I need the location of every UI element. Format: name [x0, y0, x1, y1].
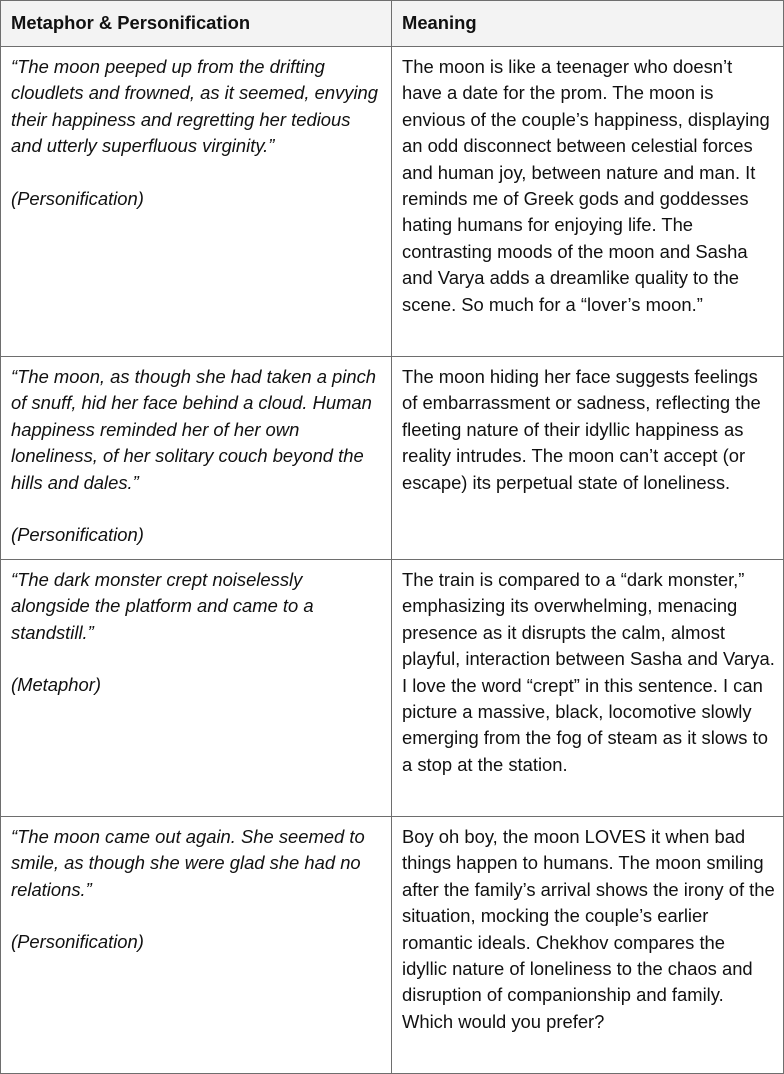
meaning-cell: [392, 47, 784, 357]
table-row: [1, 560, 784, 817]
quote-cell: [1, 560, 392, 817]
quote-cell: [1, 817, 392, 1074]
table-row: [1, 47, 784, 357]
header-technique: Metaphor & Personification: [1, 1, 392, 47]
quote-text: “The dark monster crept noiselessly alongside the platform and came to a standstill.”: [11, 569, 314, 643]
device-label: (Personification): [11, 931, 144, 953]
meaning-text: The moon hiding her face suggests feelings of embarrassment or sadness, reflecting the fleeting nature of their idyllic happiness as reality intrudes. The moon can’t accept (or escape) its perpetual state of loneliness.: [402, 366, 761, 493]
table-row: [1, 357, 784, 560]
device-label: (Personification): [11, 524, 144, 546]
device-label: (Personification): [11, 187, 144, 209]
meaning-text: The train is compared to a “dark monster,” emphasizing its overwhelming, menacing presence as it disrupts the calm, almost playful, interaction between Sasha and Varya. I love the word “crept” in this sentence. I can picture a massive, black, locomotive slowly emerging from the fog of steam as it slows to a stop at the station.: [402, 569, 775, 775]
meaning-cell: [392, 357, 784, 560]
device-label: (Metaphor): [11, 674, 101, 696]
meaning-text: The moon is like a teenager who doesn’t have a date for the prom. The moon is envious of the couple’s happiness, displaying an odd disconnect between celestial forces and human joy, between nature and man. It reminds me of Greek gods and goddesses hating humans for enjoying life. The contrasting moods of the moon and Sasha and Varya adds a dreamlike quality to the scene. So much for a “lover’s moon.”: [402, 56, 770, 315]
meaning-cell: [392, 560, 784, 817]
quote-text: “The moon peeped up from the drifting cloudlets and frowned, as it seemed, envying their happiness and regretting her tedious and utterly superfluous virginity.”: [11, 56, 379, 157]
header-meaning: Meaning: [392, 1, 784, 47]
meaning-text: Boy oh boy, the moon LOVES it when bad things happen to humans. The moon smiling after the family’s arrival shows the irony of the situation, mocking the couple’s earlier romantic ideals. Chekhov compares the idyllic nature of loneliness to the chaos and disruption of companionship and family. Which would you prefer?: [402, 826, 775, 1032]
quote-cell: [1, 47, 392, 357]
quote-cell: [1, 357, 392, 560]
meaning-cell: [392, 817, 784, 1074]
table-row: [1, 817, 784, 1074]
table-header-row: [1, 1, 784, 47]
quote-text: “The moon, as though she had taken a pinch of snuff, hid her face behind a cloud. Human happiness reminded her of her own loneliness, of her solitary couch beyond the hills and dales.”: [11, 366, 376, 493]
quote-text: “The moon came out again. She seemed to smile, as though she were glad she had no relations.”: [11, 826, 365, 900]
